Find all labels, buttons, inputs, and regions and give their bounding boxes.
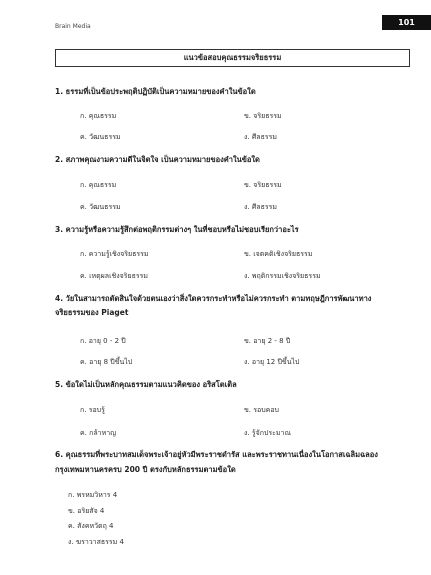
q6-option-d: ง. ฆราวาสธรรม 4 <box>68 538 124 546</box>
q6-option-b: ข. อริยสัจ 4 <box>68 507 105 515</box>
q4-option-a: ก. อายุ 0 - 2 ปี <box>80 337 126 345</box>
q4-option-d: ง. อายุ 12 ปีขึ้นไป <box>244 358 300 366</box>
q3-option-b: ข. เจตคติเชิงจริยธรรม <box>244 250 313 258</box>
q3-option-a: ก. ความรู้เชิงจริยธรรม <box>80 250 149 258</box>
q2-option-a: ก. คุณธรรม <box>80 181 117 189</box>
question-6-line-1: 6. คุณธรรมที่พระบาทสมเด็จพระเจ้าอยู่หัวมีพระราชดำรัส และพระราชทานเนื่องในโอกาสเฉลิมฉลอง <box>55 450 378 459</box>
q1-option-b: ข. จริยธรรม <box>244 112 282 120</box>
question-4-line-2: จริยธรรมของ Piaget <box>55 308 129 317</box>
q4-option-b: ข. อายุ 2 - 8 ปี <box>244 337 291 345</box>
q6-option-a: ก. พรหมวิหาร 4 <box>68 491 118 499</box>
question-5: 5. ข้อใดไม่เป็นหลักคุณธรรมตามแนวคิดของ อริสโตเติล <box>55 380 237 389</box>
q2-option-b: ข. จริยธรรม <box>244 181 282 189</box>
question-2: 2. สภาพคุณงามความดีในจิตใจ เป็นความหมายของคำในข้อใด <box>55 155 260 164</box>
q5-option-b: ข. รอบคอบ <box>244 406 279 414</box>
page-title: แนวข้อสอบคุณธรรมจริยธรรม <box>55 49 410 67</box>
q5-option-c: ค. กล้าหาญ <box>80 429 117 437</box>
question-4-line-1: 4. วัยในสามารถตัดสินใจด้วยตนเองว่าสิ่งใดควรกระทำหรือไม่ควรกระทำ ตามทฤษฎีการพัฒนาทาง <box>55 294 372 303</box>
q5-option-d: ง. รู้จักประมาณ <box>244 429 291 437</box>
header-brand: Brain Media <box>55 23 91 30</box>
q5-option-a: ก. รอบรู้ <box>80 406 105 414</box>
q6-option-c: ค. สังคหวัตถุ 4 <box>68 522 114 530</box>
question-1: 1. ธรรมที่เป็นข้อประพฤติปฏิบัติเป็นความหมายของคำในข้อใด <box>55 87 256 96</box>
question-6-line-2: กรุงเทพมหานครครบ 200 ปี ตรงกับหลักธรรมตามข้อใด <box>55 465 236 474</box>
q1-option-d: ง. ศีลธรรม <box>244 133 278 141</box>
q3-option-c: ค. เหตุผลเชิงจริยธรรม <box>80 272 149 280</box>
q1-option-c: ค. วัฒนธรรม <box>80 133 121 141</box>
question-3: 3. ความรู้หรือความรู้สึกต่อพฤติกรรมต่างๆ ในที่ชอบหรือไม่ชอบเรียกว่าอะไร <box>55 225 299 234</box>
q1-option-a: ก. คุณธรรม <box>80 112 117 120</box>
q2-option-c: ค. วัฒนธรรม <box>80 203 121 211</box>
q2-option-d: ง. ศีลธรรม <box>244 203 278 211</box>
q3-option-d: ง. พฤติกรรมเชิงจริยธรรม <box>244 272 321 280</box>
page-number: 101 <box>382 15 431 30</box>
q4-option-c: ค. อายุ 8 ปีขึ้นไป <box>80 358 133 366</box>
